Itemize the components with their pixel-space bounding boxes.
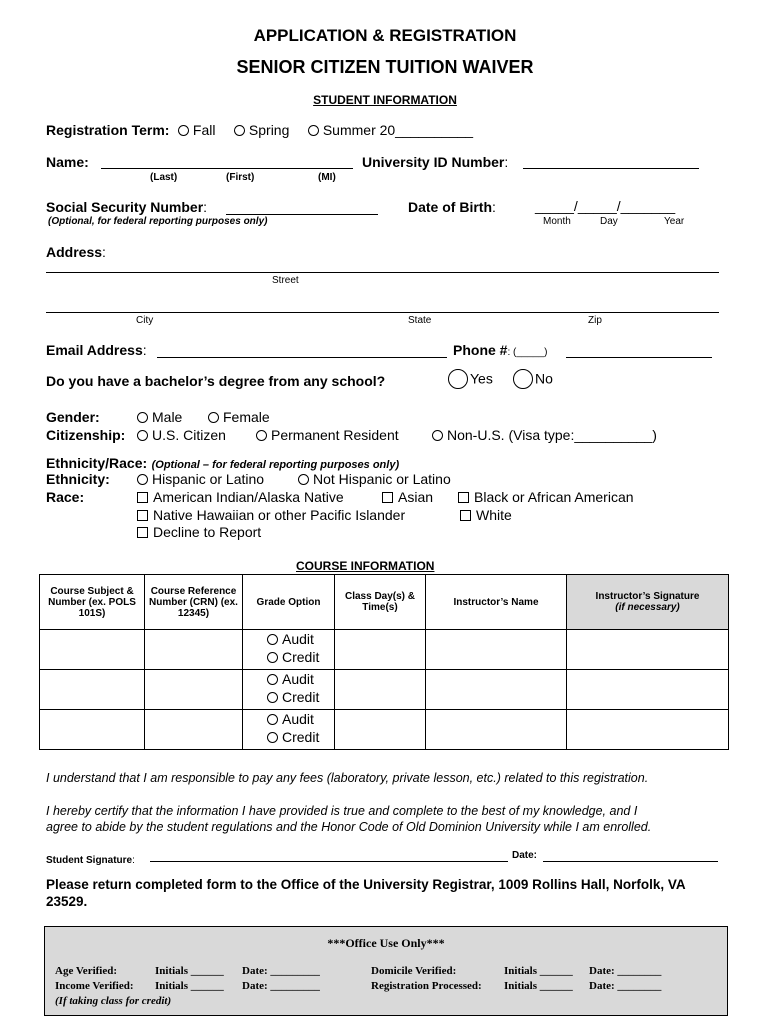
credit-option[interactable]: Credit [243, 648, 334, 666]
radio-icon [137, 430, 148, 441]
course-subject-cell[interactable] [40, 710, 145, 750]
checkbox-icon [382, 492, 393, 503]
checkbox-icon [137, 492, 148, 503]
name-sub-last: (Last) [150, 172, 178, 183]
audit-option[interactable]: Audit [243, 630, 334, 648]
gender-female-option[interactable]: Female [208, 409, 270, 425]
dob-year: Year [664, 216, 685, 227]
registration-term-row [46, 122, 473, 140]
crn-cell[interactable] [145, 670, 243, 710]
col-crn: Course Reference Number (CRN) (ex. 12345) [145, 575, 243, 630]
form-subtitle: SENIOR CITIZEN TUITION WAIVER [236, 57, 534, 77]
certify-statement-line1: I hereby certify that the information I have provided is true and complete to the best of my knowledge, and I [46, 804, 638, 818]
instructor-name-cell[interactable] [426, 630, 567, 670]
radio-icon [308, 125, 319, 136]
grade-option-cell [243, 710, 335, 750]
radio-icon [513, 369, 533, 389]
radio-icon [267, 692, 278, 703]
student-signature-label: Student Signature: [46, 855, 135, 866]
instructor-signature-cell[interactable] [567, 710, 729, 750]
email-label: Email Address: [46, 342, 147, 358]
table-row [40, 670, 729, 710]
class-days-cell[interactable] [335, 710, 426, 750]
city-state-zip-field[interactable] [46, 312, 719, 313]
course-subject-cell[interactable] [40, 630, 145, 670]
radio-icon [267, 652, 278, 663]
university-id-field[interactable] [523, 168, 699, 169]
audit-option[interactable]: Audit [243, 670, 334, 688]
section-student-information: STUDENT INFORMATION [313, 93, 457, 107]
return-instructions-line2: 23529. [46, 894, 88, 909]
ethnicity-hispanic-option[interactable]: Hispanic or Latino [137, 471, 264, 487]
section-course-information: COURSE INFORMATION [296, 559, 435, 573]
dob-day: Day [600, 216, 618, 227]
street-label: Street [272, 275, 299, 286]
radio-icon [208, 412, 219, 423]
citizenship-us-option[interactable]: U.S. Citizen [137, 427, 226, 443]
citizenship-pr-option[interactable]: Permanent Resident [256, 427, 399, 443]
signature-date-label: Date: [512, 850, 538, 861]
col-instructor-name: Instructor’s Name [426, 575, 567, 630]
course-table [39, 574, 729, 750]
radio-icon [256, 430, 267, 441]
race-decline-option[interactable]: Decline to Report [137, 524, 261, 540]
gender-label: Gender: [46, 409, 100, 425]
student-signature-field[interactable] [150, 861, 508, 862]
ssn-note: (Optional, for federal reporting purposes only) [48, 216, 268, 227]
col-grade-option: Grade Option [243, 575, 335, 630]
income-initials-field[interactable]: Initials ______ [155, 980, 224, 992]
processed-date-field[interactable]: Date: ________ [589, 980, 662, 992]
instructor-name-cell[interactable] [426, 710, 567, 750]
citizenship-nonus-option[interactable]: Non-U.S. (Visa type:__________) [432, 427, 657, 443]
name-field[interactable] [101, 168, 353, 169]
if-credit-note: (If taking class for credit) [55, 995, 172, 1007]
instructor-name-cell[interactable] [426, 670, 567, 710]
city-label: City [136, 315, 154, 326]
state-label: State [408, 315, 432, 326]
radio-icon [137, 474, 148, 485]
checkbox-icon [460, 510, 471, 521]
dob-field[interactable]: _____/_____/_______ [535, 198, 676, 214]
radio-icon [267, 634, 278, 645]
street-field[interactable] [46, 272, 719, 273]
audit-option[interactable]: Audit [243, 710, 334, 728]
term-spring-option[interactable]: Spring [234, 122, 289, 138]
fees-statement: I understand that I am responsible to pay any fees (laboratory, private lesson, etc.) related to this registration. [46, 771, 649, 785]
radio-icon [448, 369, 468, 389]
crn-cell[interactable] [145, 630, 243, 670]
radio-icon [234, 125, 245, 136]
name-sub-first: (First) [226, 172, 255, 183]
grade-option-cell [243, 670, 335, 710]
term-summer-option[interactable]: Summer 20__________ [308, 122, 473, 138]
phone-label: Phone #: (_____) [453, 342, 548, 358]
income-date-field[interactable]: Date: _________ [242, 980, 320, 992]
checkbox-icon [137, 527, 148, 538]
radio-icon [267, 674, 278, 685]
course-table-header [40, 575, 729, 630]
col-course-subject: Course Subject & Number (ex. POLS 101S) [40, 575, 145, 630]
table-row [40, 630, 729, 670]
registration-term-label: Registration Term: [46, 122, 170, 138]
radio-icon [137, 412, 148, 423]
race-black-option[interactable]: Black or African American [458, 489, 634, 505]
processed-initials-field[interactable]: Initials ______ [504, 980, 573, 992]
sig-note: (if necessary) [615, 602, 680, 613]
university-id-label: University ID Number: [362, 154, 509, 170]
class-days-cell[interactable] [335, 670, 426, 710]
return-instructions-line1: Please return completed form to the Office of the University Registrar, 1009 Rollins Hall, Norfolk, VA [46, 877, 686, 892]
race-white-option[interactable]: White [460, 507, 512, 523]
address-label: Address: [46, 244, 106, 260]
checkbox-icon [137, 510, 148, 521]
radio-icon [178, 125, 189, 136]
income-verified-label: Income Verified: [55, 980, 134, 992]
col-instructor-signature: Instructor’s Signature (if necessary) [567, 575, 729, 630]
col-class-days: Class Day(s) & Time(s) [335, 575, 426, 630]
ethnicity-not-hispanic-option[interactable]: Not Hispanic or Latino [298, 471, 451, 487]
race-hawaiian-option[interactable]: Native Hawaiian or other Pacific Islander [137, 507, 405, 523]
domicile-initials-field[interactable]: Initials ______ [504, 965, 573, 977]
name-label: Name: [46, 154, 89, 170]
radio-icon [267, 714, 278, 725]
age-initials-field[interactable]: Initials ______ [155, 965, 224, 977]
registration-processed-label: Registration Processed: [371, 980, 482, 992]
dob-month: Month [543, 216, 571, 227]
domicile-date-field[interactable]: Date: ________ [589, 965, 662, 977]
class-days-cell[interactable] [335, 630, 426, 670]
gender-male-option[interactable]: Male [137, 409, 182, 425]
bachelor-question: Do you have a bachelor’s degree from any school? [46, 373, 386, 389]
table-row [40, 710, 729, 750]
name-sub-mi: (MI) [318, 172, 336, 183]
dob-label: Date of Birth: [408, 199, 496, 215]
zip-label: Zip [588, 315, 602, 326]
instructor-signature-cell[interactable] [567, 630, 729, 670]
form-title: APPLICATION & REGISTRATION [253, 26, 517, 45]
radio-icon [432, 430, 443, 441]
ethnicity-heading: Ethnicity/Race: (Optional – for federal reporting purposes only) [46, 455, 400, 471]
certify-statement-line2: agree to abide by the student regulations and the Honor Code of Old Dominion University while I am enrolled. [46, 820, 652, 834]
course-subject-cell[interactable] [40, 670, 145, 710]
instructor-signature-cell[interactable] [567, 670, 729, 710]
age-verified-label: Age Verified: [55, 965, 118, 977]
domicile-verified-label: Domicile Verified: [371, 965, 457, 977]
ethnicity-label: Ethnicity: [46, 471, 110, 487]
race-american-indian-option[interactable]: American Indian/Alaska Native [137, 489, 344, 505]
age-date-field[interactable]: Date: _________ [242, 965, 320, 977]
office-use-title: ***Office Use Only*** [327, 936, 445, 950]
radio-icon [267, 732, 278, 743]
race-label: Race: [46, 489, 85, 505]
citizenship-label: Citizenship: [46, 427, 126, 443]
checkbox-icon [458, 492, 469, 503]
bachelor-no-option[interactable]: No [513, 370, 553, 390]
credit-option[interactable]: Credit [243, 688, 334, 706]
signature-date-field[interactable] [543, 861, 718, 862]
term-fall-option[interactable]: Fall [178, 122, 216, 138]
bachelor-yes-option[interactable]: Yes [448, 370, 493, 390]
office-use-box [44, 926, 728, 1016]
phone-field[interactable] [566, 357, 712, 358]
ssn-field[interactable] [226, 214, 378, 215]
email-field[interactable] [157, 357, 447, 358]
credit-option[interactable]: Credit [243, 728, 334, 746]
race-asian-option[interactable]: Asian [382, 489, 433, 505]
crn-cell[interactable] [145, 710, 243, 750]
radio-icon [298, 474, 309, 485]
grade-option-cell [243, 630, 335, 670]
ssn-label: Social Security Number: [46, 199, 208, 215]
